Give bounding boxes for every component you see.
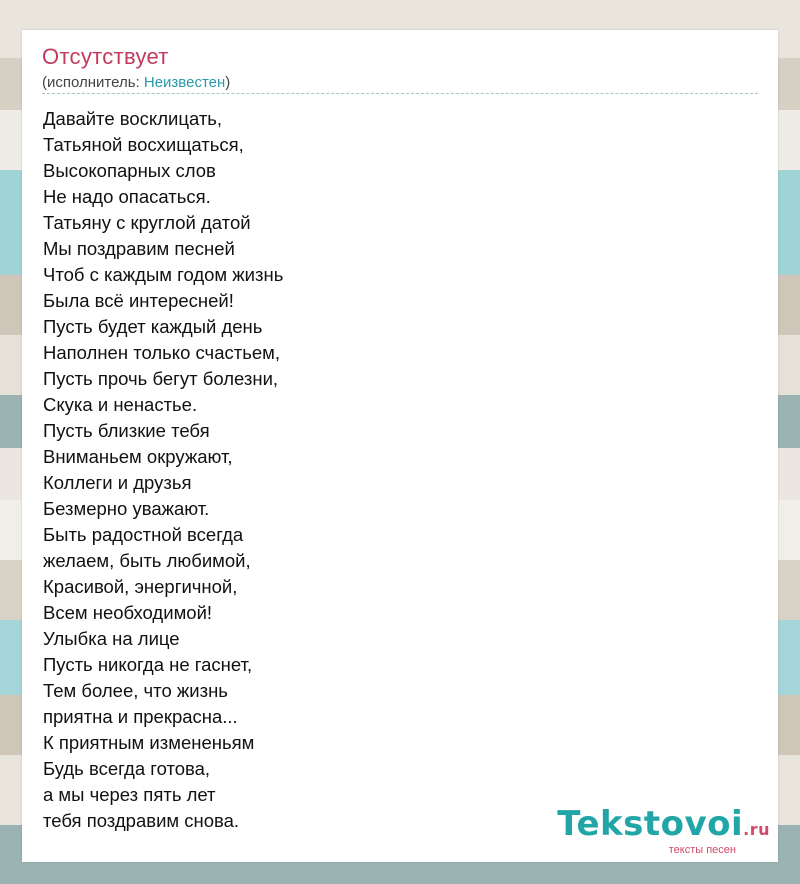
- lyric-line: тебя поздравим снова.: [43, 810, 240, 831]
- lyric-line: Безмерно уважают.: [43, 498, 210, 519]
- lyric-line: Будь всегда готова,: [43, 758, 211, 779]
- lyric-line: Мы поздравим песней: [43, 238, 235, 259]
- logo-tld: .ru: [743, 820, 770, 839]
- logo-tagline: тексты песен: [668, 844, 736, 856]
- lyric-line: Высокопарных слов: [43, 160, 216, 181]
- lyric-line: Пусть будет каждый день: [43, 316, 263, 337]
- lyric-line: приятна и прекрасна...: [43, 706, 238, 727]
- lyric-line: Всем необходимой!: [43, 602, 213, 623]
- lyric-line: Пусть никогда не гаснет,: [43, 654, 253, 675]
- lyric-line: Пусть близкие тебя: [43, 420, 210, 441]
- lyric-line: желаем, быть любимой,: [43, 550, 251, 571]
- lyric-line: Быть радостной всегда: [43, 524, 244, 545]
- site-logo[interactable]: [557, 806, 770, 856]
- lyrics-card: [22, 30, 778, 862]
- lyric-line: а мы через пять лет: [43, 784, 216, 805]
- lyric-line: Красивой, энергичной,: [43, 576, 238, 597]
- lyric-line: Наполнен только счастьем,: [43, 342, 280, 363]
- song-title: Отсутствует: [42, 44, 169, 69]
- lyric-line: Чтоб с каждым годом жизнь: [43, 264, 284, 285]
- lyric-line: Скука и ненастье.: [43, 394, 198, 415]
- lyric-line: Татьяну с круглой датой: [43, 212, 251, 233]
- divider: [42, 93, 758, 94]
- artist-link[interactable]: Неизвестен: [143, 74, 226, 91]
- lyric-line: Улыбка на лице: [43, 628, 180, 649]
- lyric-line: Вниманьем окружают,: [43, 446, 233, 467]
- lyric-line: Не надо опасаться.: [43, 186, 211, 207]
- artist-prefix: (исполнитель:: [42, 74, 144, 91]
- lyric-line: Коллеги и друзья: [43, 472, 192, 493]
- lyric-line: Была всё интересней!: [43, 290, 234, 311]
- lyrics-text: [43, 106, 283, 834]
- lyric-line: Тем более, что жизнь: [43, 680, 228, 701]
- lyric-line: Пусть прочь бегут болезни,: [43, 368, 279, 389]
- lyric-line: К приятным измененьям: [43, 732, 255, 753]
- artist-suffix: ): [225, 74, 231, 91]
- lyric-line: Давайте восклицать,: [43, 108, 223, 129]
- lyric-line: Татьяной восхищаться,: [43, 134, 244, 155]
- logo-name: Tekstovoi: [557, 804, 744, 844]
- artist-line: [42, 74, 230, 91]
